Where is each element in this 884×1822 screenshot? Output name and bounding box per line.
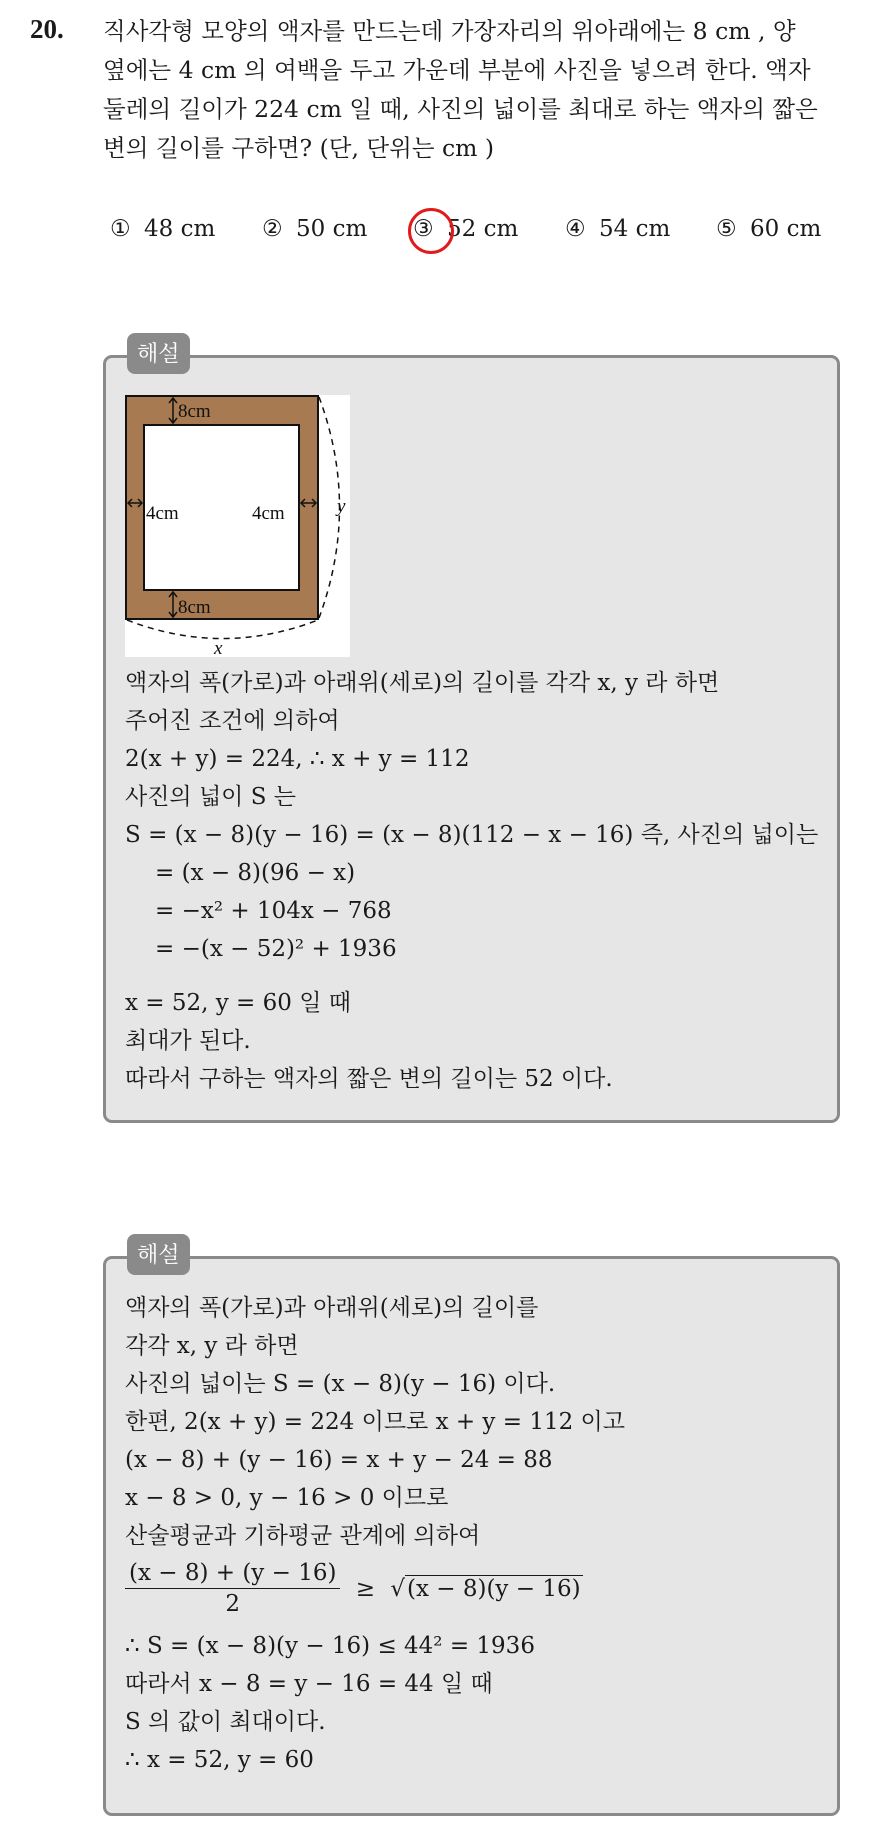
solution-line: ∴ S = (x − 8)(y − 16) ≤ 44² = 1936 [125,1633,535,1659]
square-root [390,1576,582,1602]
choice-number: ⑤ [716,216,737,242]
frame-diagram-svg [125,395,350,657]
solution-1-text [125,664,818,968]
choice-number: ① [110,216,131,242]
question-number: 20. [30,14,64,44]
solution-tag: 해설 [127,1234,190,1275]
solution-line: 사진의 넓이 S 는 [125,784,296,810]
choice-2[interactable] [262,216,367,242]
choice-4[interactable] [565,216,670,242]
solution-line: 2(x + y) = 224, ∴ x + y = 112 [125,746,470,772]
solution-tag: 해설 [127,333,190,374]
choice-5[interactable] [716,216,821,242]
left-margin-label: 4cm [146,503,179,524]
bottom-margin-label: 8cm [178,597,211,618]
inequality-sign: ≥ [355,1575,376,1602]
choice-number: ② [262,216,283,242]
choice-text: 60 cm [750,216,822,242]
solution-2-text [125,1289,625,1555]
solution-1-conclusion [125,984,613,1098]
solution-line: 사진의 넓이는 S = (x − 8)(y − 16) 이다. [125,1371,556,1397]
solution-line: (x − 8) + (y − 16) = x + y − 24 = 88 [125,1447,553,1473]
solution-2-conclusion [125,1627,535,1779]
choice-number: ④ [565,216,586,242]
fraction-denominator: 2 [225,1591,241,1617]
choice-text: 48 cm [144,216,216,242]
choice-text: 52 cm [447,216,519,242]
solution-line: ∴ x = 52, y = 60 [125,1747,314,1773]
solution-line: S = (x − 8)(y − 16) = (x − 8)(112 − x − 16) 즉, 사진의 넓이는 [125,822,819,848]
frame-diagram [125,395,350,657]
solution-line: 각각 x, y 라 하면 [125,1333,299,1359]
fraction [125,1560,340,1617]
choice-text: 54 cm [599,216,671,242]
top-margin-label: 8cm [178,401,211,422]
question-line: 변의 길이를 구하면? (단, 단위는 cm ) [103,134,495,162]
width-arc [127,620,318,639]
solution-line: 액자의 폭(가로)과 아래위(세로)의 길이를 [125,1295,539,1321]
solution-line: 주어진 조건에 의하여 [125,708,340,734]
question-line: 옆에는 4 cm 의 여백을 두고 가운데 부분에 사진을 넣으려 한다. 액자 [103,56,811,84]
choice-text: 50 cm [296,216,368,242]
solution-line: 한편, 2(x + y) = 224 이므로 x + y = 112 이고 [125,1409,625,1435]
question-line: 둘레의 길이가 224 cm 일 때, 사진의 넓이를 최대로 하는 액자의 짧은 [103,95,818,123]
solution-line: x − 8 > 0, y − 16 > 0 이므로 [125,1485,449,1511]
y-label: y [337,496,346,517]
answer-choices [110,216,850,256]
solution-line: 따라서 x − 8 = y − 16 = 44 일 때 [125,1671,493,1697]
choice-1[interactable] [110,216,215,242]
right-margin-label: 4cm [252,503,285,524]
fraction-numerator: (x − 8) + (y − 16) [125,1560,340,1589]
question-text [103,12,863,168]
answer-circle-mark [408,208,454,254]
solution-line: 액자의 폭(가로)과 아래위(세로)의 길이를 각각 x, y 라 하면 [125,670,720,696]
solution-line: S 의 값이 최대이다. [125,1709,326,1735]
question-line: 직사각형 모양의 액자를 만드는데 가장자리의 위아래에는 8 cm , 양 [103,17,796,45]
choice-3[interactable] [413,216,518,242]
sqrt-icon: √ [390,1575,406,1602]
x-label: x [214,638,223,657]
solution-line: 산술평균과 기하평균 관계에 의하여 [125,1523,481,1549]
solution-line: = (x − 8)(96 − x) [155,860,356,886]
solution-line: 최대가 된다. [125,1028,251,1054]
solution-line: 따라서 구하는 액자의 짧은 변의 길이는 52 이다. [125,1066,613,1092]
solution-line: = −x² + 104x − 768 [155,898,392,924]
solution-line: x = 52, y = 60 일 때 [125,990,351,1016]
solution-line: = −(x − 52)² + 1936 [155,936,397,962]
am-gm-inequality [125,1560,583,1624]
radicand: (x − 8)(y − 16) [407,1575,581,1602]
choice-number: ③ [413,216,434,242]
